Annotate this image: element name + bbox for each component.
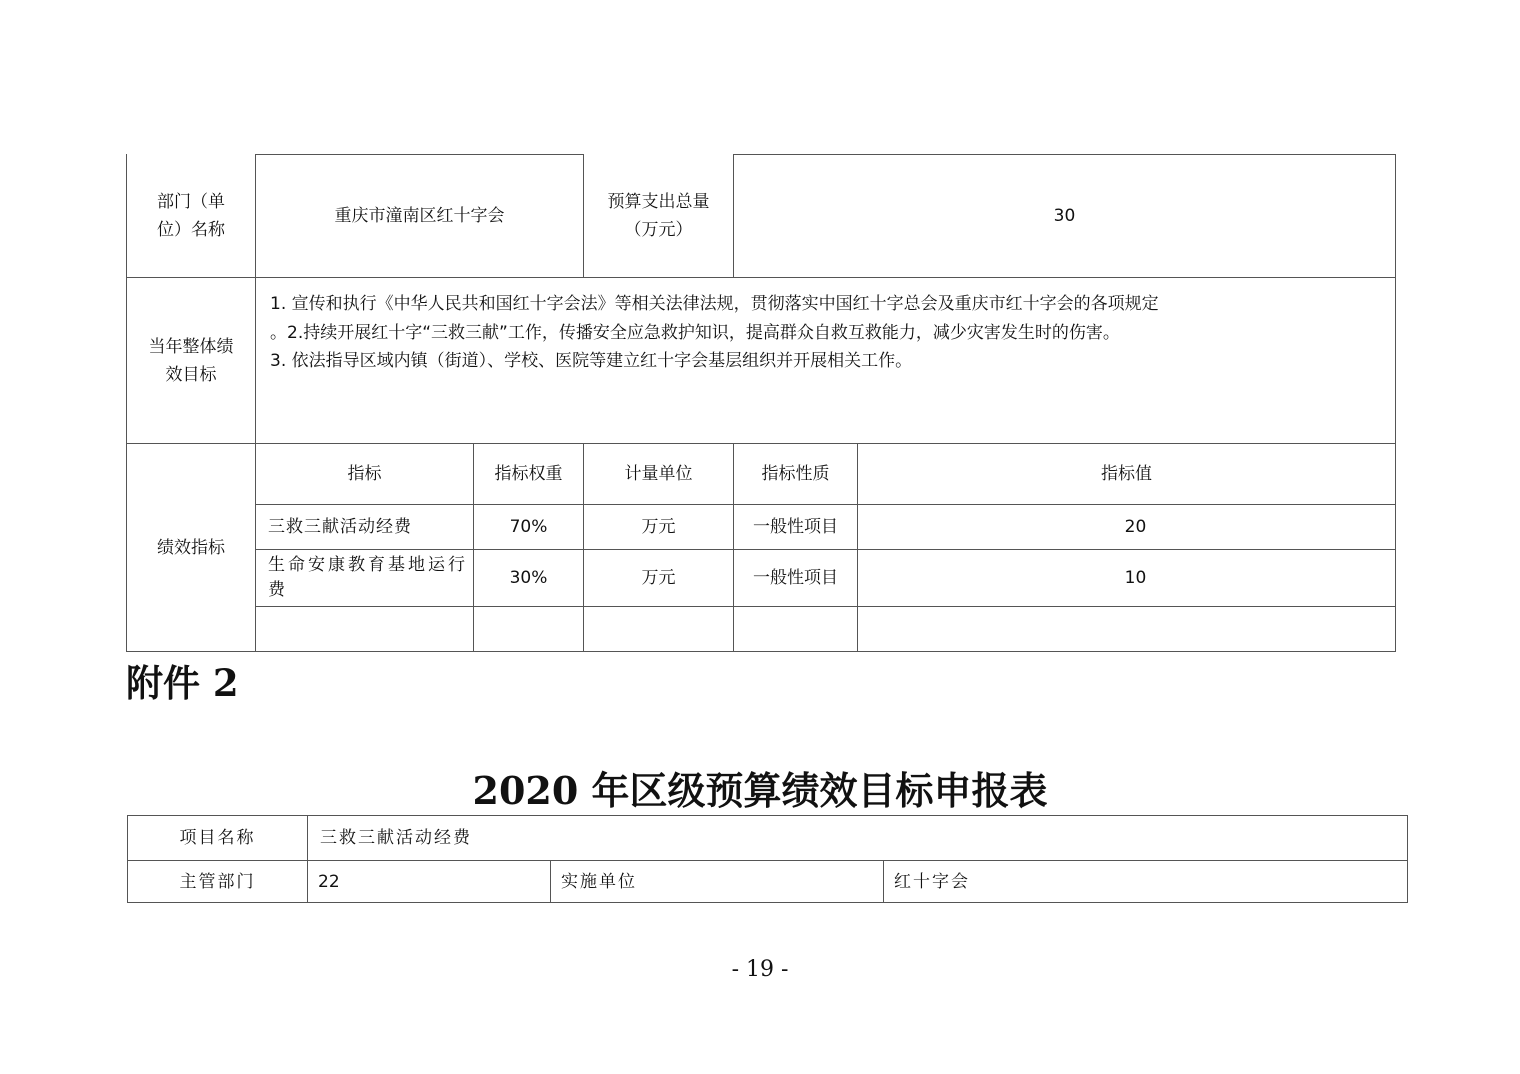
row1-weight: 70%	[509, 517, 548, 537]
header-value: 指标值	[1101, 464, 1152, 484]
row1-nature: 一般性项目	[753, 517, 838, 537]
perf-label: 绩效指标	[157, 537, 225, 558]
goal-text	[270, 290, 1390, 376]
page-number: - 19 -	[731, 957, 789, 982]
implementer-label: 实施单位	[561, 871, 637, 892]
implementer-value: 红十字会	[894, 871, 970, 892]
dept-name: 重庆市潼南区红十字会	[334, 206, 505, 226]
attachment-title: 附件 2	[126, 661, 239, 705]
row1-value: 20	[1124, 517, 1147, 537]
row2-unit: 万元	[641, 568, 676, 588]
row2-value: 10	[1124, 568, 1147, 588]
budget-total: 30	[1053, 206, 1076, 226]
row2-name: 生命安康教育基地运行费	[268, 555, 468, 600]
header-nature: 指标性质	[761, 464, 830, 484]
goal-line-2: 。2.持续开展红十字“三救三献”工作，传播安全应急救护知识，提高群众自救互救能力，减少灾害发生时的伤害。	[270, 322, 1120, 343]
project-name: 三救三献活动经费	[320, 828, 472, 848]
form-title: 2020 年区级预算绩效目标申报表	[472, 768, 1048, 813]
row2-nature: 一般性项目	[753, 568, 838, 588]
supervisor-value: 22	[318, 871, 340, 892]
budget-label: 预算支出总量（万元）	[607, 192, 710, 240]
goal-line-1: 1. 宣传和执行《中华人民共和国红十字会法》等相关法律法规，贯彻落实中国红十字总会及重庆市红十字会的各项规定	[270, 294, 1159, 314]
header-weight: 指标权重	[494, 464, 563, 484]
project-name-label: 项目名称	[179, 828, 256, 848]
goal-line-3: 3. 依法指导区域内镇（街道）、学校、医院等建立红十字会基层组织并开展相关工作。	[270, 351, 913, 371]
row1-name: 三救三献活动经费	[268, 517, 412, 537]
dept-label: 部门（单位）名称	[157, 192, 225, 240]
row2-weight: 30%	[509, 568, 548, 588]
header-indicator: 指标	[347, 464, 382, 484]
row1-unit: 万元	[641, 517, 676, 537]
goal-label: 当年整体绩效目标	[148, 336, 234, 385]
supervisor-label: 主管部门	[179, 871, 256, 892]
header-unit: 计量单位	[624, 464, 693, 484]
